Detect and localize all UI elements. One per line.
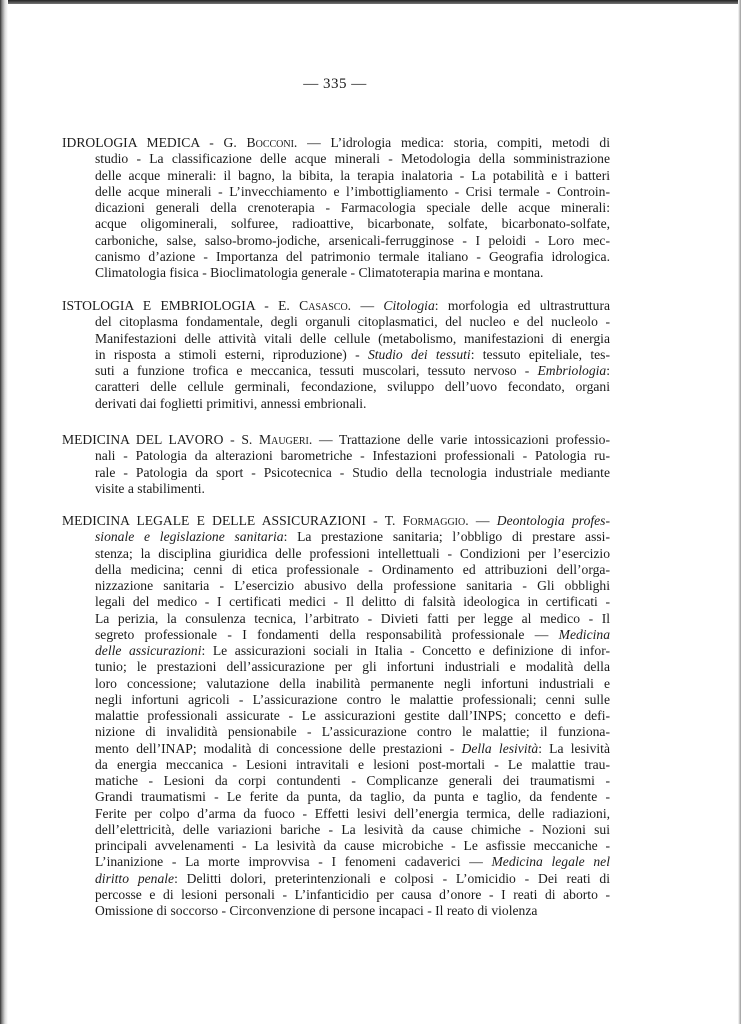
text-line: [95, 887, 610, 903]
text-line: [95, 741, 610, 757]
text-segment: carboniche, salse, salso-bromo-jodiche, arsenicali-ferrugginose - I peloidi - Loro mec-: [95, 232, 610, 248]
text-line: [95, 151, 610, 167]
text-line: [95, 708, 610, 724]
page-number: — 335 —: [303, 76, 367, 92]
entry-medicina-del-lavoro: [62, 432, 610, 497]
text-segment: delle acque minerali: il bagno, la bibita, la terapia inalatoria - La potabilità e i batteri: [95, 167, 610, 183]
entry-heading-line: [62, 298, 610, 314]
text-line: [95, 347, 610, 363]
text-segment: : tessuto epiteliale, tes-: [470, 346, 610, 362]
text-segment: Omissione di soccorso - Circonvenzione di persone incapaci - Il reato di violenza: [95, 903, 538, 918]
text-segment: mento dell’INAP; modalità di concessione delle prestazioni -: [95, 740, 462, 756]
italic-subheading: Medicina legale nel: [491, 854, 610, 870]
text-line: [95, 806, 610, 822]
entry-heading-line: [62, 135, 610, 151]
text-segment: : Le assicurazioni sociali in Italia - Concetto e definizione di infor-: [201, 643, 610, 658]
text-segment: derivati dai foglietti primitivi, annessi embrionali.: [95, 395, 367, 411]
text-segment: Grandi traumatismi - Le ferite da punta, da taglio, da punta e taglio, da fendente -: [95, 789, 610, 805]
text-segment: ISTOLOGIA E EMBRIOLOGIA - E.: [62, 298, 300, 313]
text-segment: tunio; le prestazioni dell’assicurazione per gli infortuni industriali e modalità della: [95, 659, 610, 675]
text-line: [95, 562, 610, 578]
text-line: [95, 854, 610, 870]
text-line: [95, 692, 610, 708]
text-segment: dicazioni generali della crenoterapia - Farmacologia speciale delle acque minerali:: [95, 200, 610, 215]
text-line: [95, 529, 610, 545]
text-segment: : La prestazione sanitaria; l’obbligo di prestare assi-: [283, 529, 610, 545]
text-line: [95, 643, 610, 659]
text-segment: negli infortuni agricoli - L’assicurazione contro le malattie professionali; cenni sulle: [95, 691, 610, 707]
text-segment: canismo d’azione - Importanza del patrimonio termale italiano - Geografia idrologica.: [95, 248, 610, 264]
text-segment: suti a funzione trofica e meccanica, tessuti muscolari, tessuto nervoso -: [95, 363, 538, 378]
text-segment: IDROLOGIA MEDICA - G.: [62, 135, 247, 150]
text-segment: — L’idrologia medica: storia, compiti, metodi di: [297, 135, 610, 150]
text-line: [95, 331, 610, 347]
text-segment: MEDICINA LEGALE E DELLE ASSICURAZIONI - T.: [62, 513, 403, 528]
text-segment: —: [468, 513, 497, 528]
text-segment: dell’elettricità, delle variazioni bariche - La lesività da cause chimiche - Nozioni sui: [95, 821, 610, 837]
text-line: [95, 168, 610, 184]
text-line: [95, 611, 610, 627]
text-segment: — Trattazione delle varie intossicazioni professio-: [312, 432, 610, 447]
text-segment: principali avvelenamenti - La lesività da cause microbiche - Le asfissie meccaniche -: [95, 838, 610, 853]
text-segment: La perizia, la consulenza tecnica, l’arbitrato - Divieti fatti per legge al medico - Il: [95, 610, 610, 626]
text-segment: :: [606, 363, 610, 378]
text-segment: Ferite per colpo d’arma da fuoco - Effetti lesivi dell’energia termica, delle radiazioni,: [95, 805, 610, 821]
text-line: [95, 676, 610, 692]
text-line: [95, 903, 610, 919]
text-segment: MEDICINA DEL LAVORO - S.: [62, 432, 260, 447]
text-segment: legali del medico - I certificati medici - Il delitto di falsità ideologica in certificati -: [95, 594, 610, 610]
text-line: [95, 546, 610, 562]
text-segment: della medicina; cenni di etica professionale - Ordinamento ed attribuzioni dell’orga-: [95, 561, 610, 577]
text-segment: Climatologia fisica - Bioclimatologia generale - Climatoterapia marina e montana.: [95, 265, 544, 280]
italic-subheading: Citologia: [383, 298, 435, 313]
text-line: [95, 578, 610, 594]
italic-subheading: Deontologia profes-: [496, 513, 610, 528]
text-segment: in risposta a stimoli esterni, riproduzione) -: [95, 346, 368, 362]
text-line: [95, 233, 610, 249]
entry-medicina-legale: [62, 513, 610, 919]
text-segment: nizzazione sanitaria - L’esercizio abusivo della professione sanitaria - Gli obblighi: [95, 578, 610, 593]
text-segment: nizione di invalidità pensionabile - L’assicurazione contro le malattie; il funziona-: [95, 724, 610, 740]
author-name: Bocconi.: [246, 135, 298, 150]
text-line: [95, 448, 610, 464]
text-segment: matiche - Lesioni da corpi contundenti - Complicanze generali dei traumatismi -: [95, 773, 610, 788]
text-line: [95, 724, 610, 740]
text-line: [95, 200, 610, 216]
text-segment: studio - La classificazione delle acque minerali - Metodologia della somministrazione: [95, 151, 610, 167]
italic-subheading: diritto penale: [95, 870, 175, 886]
text-line: [95, 314, 610, 330]
text-segment: : La lesività: [538, 740, 610, 756]
text-line: [95, 184, 610, 200]
author-name: Casasco.: [299, 298, 352, 313]
text-segment: delle acque minerali - L’invecchiamento e l’imbottigliamento - Crisi termale - Controin-: [95, 183, 610, 199]
text-segment: percosse e di lesioni personali - L’infanticidio per causa d’onore - I reati di aborto -: [95, 886, 610, 902]
text-segment: stenza; la disciplina giuridica delle professioni intellettuali - Condizioni per l’esercizio: [95, 545, 610, 561]
text-line: [95, 659, 610, 675]
text-line: [95, 773, 610, 789]
italic-subheading: sionale e legislazione sanitaria: [95, 529, 284, 545]
author-name: Formaggio.: [402, 513, 469, 528]
text-segment: rale - Patologia da sport - Psicotecnica - Studio della tecnologia industriale mediante: [95, 464, 610, 480]
text-line: [95, 822, 610, 838]
text-line: [95, 627, 610, 643]
text-segment: del citoplasma fondamentale, degli organuli citoplasmatici, del nucleo e del nucleolo -: [95, 314, 610, 330]
text-segment: loro concessione; valutazione della inabilità permanente negli infortuni industriali e: [95, 675, 610, 691]
scan-binding-shadow: [0, 0, 8, 1024]
text-line: [95, 465, 610, 481]
text-segment: : morfologia ed ultrastruttura: [434, 298, 611, 313]
italic-subheading: Medicina: [558, 626, 610, 642]
text-segment: caratteri delle cellule germinali, fecondazione, sviluppo dell’uovo fecondato, organi: [95, 379, 610, 395]
text-line: [95, 838, 610, 854]
text-line: [95, 789, 610, 805]
entry-heading-line: [62, 432, 610, 448]
entry-heading-line: [62, 513, 610, 529]
entry-istologia-embriologia: [62, 298, 610, 412]
text-segment: —: [351, 298, 384, 313]
text-line: [95, 594, 610, 610]
text-segment: Manifestazioni delle attività vitali delle cellule (metabolismo, manifestazioni di energia: [95, 330, 610, 346]
text-line: [95, 363, 610, 379]
text-line: [95, 265, 610, 281]
scan-top-edge: [0, 0, 741, 4]
text-line: [95, 871, 610, 887]
text-segment: acque oligominerali, solfuree, radioattive, bicarbonate, solfate, bicarbonato-solfate,: [95, 216, 610, 232]
text-line: [95, 379, 610, 395]
text-segment: visite a stabilimenti.: [95, 480, 205, 496]
text-segment: segreto professionale - I fondamenti della responsabilità professionale —: [95, 626, 559, 642]
italic-subheading: Studio dei tessuti: [367, 346, 471, 362]
text-line: [95, 757, 610, 773]
author-name: Maugeri.: [259, 432, 313, 447]
italic-subheading: Embriologia: [537, 363, 607, 378]
italic-subheading: Della lesività: [461, 740, 539, 756]
entry-idrologia-medica: [62, 135, 610, 281]
text-segment: nali - Patologia da alterazioni barometriche - Infestazioni professionali - Patologia ru-: [95, 448, 610, 464]
text-segment: : Delitti dolori, preterintenzionali e colposi - L’omicidio - Dei reati di: [174, 870, 611, 886]
text-line: [95, 216, 610, 232]
text-line: [95, 481, 610, 497]
text-segment: da energia meccanica - Lesioni intravitali e lesioni post-mortali - Le malattie trau-: [95, 756, 610, 772]
text-segment: L’inanizione - La morte improvvisa - I fenomeni cadaverici —: [95, 854, 492, 870]
text-segment: malattie professionali assicurate - Le assicurazioni gestite dall’INPS; concetto e defi-: [95, 708, 610, 723]
text-line: [95, 396, 610, 412]
text-line: [95, 249, 610, 265]
italic-subheading: delle assicurazioni: [95, 643, 202, 658]
